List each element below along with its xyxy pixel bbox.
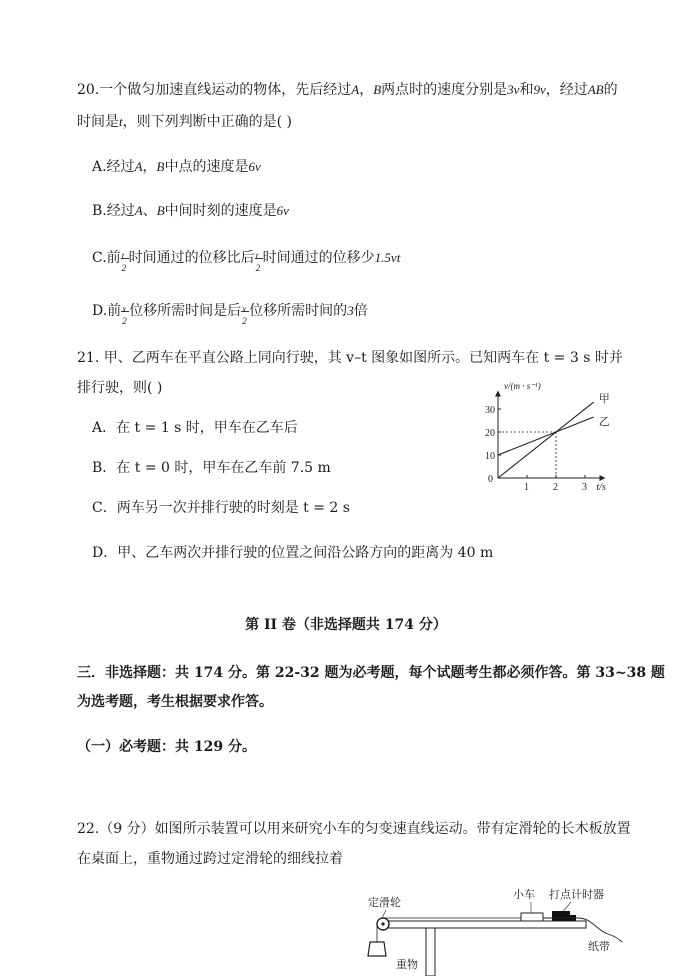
series-line-0 (498, 402, 594, 478)
cart-label: 小车 (513, 889, 535, 901)
q20-option-a: A.经过A，B中点的速度是6v (92, 159, 261, 175)
q21-option-d: D．甲、乙车两次并排行驶的位置之间沿公路方向的距离为 40 m (92, 545, 494, 561)
origin-label: 0 (488, 474, 493, 485)
y-tick-label: 20 (485, 428, 495, 439)
x-axis-label: t/s (596, 482, 606, 493)
y-axis-label: v/(m · s⁻¹) (504, 381, 541, 391)
q20-option-c: C.前 t 2 时间通过的位移比后 t 2 时间通过的位移少1.5vt (92, 250, 401, 273)
table-leg (426, 928, 435, 976)
series-line-1 (498, 417, 594, 455)
required-section-heading: （一）必考题：共 129 分。 (77, 739, 256, 755)
x-tick-label: 1 (524, 482, 529, 493)
y-tick-label: 30 (485, 405, 495, 416)
q20-line1: 20.一个做匀加速直线运动的物体，先后经过A，B两点时的速度分别是3v和9v，经过AB的 (77, 82, 618, 98)
fraction-x-over-2: x 2 (121, 301, 129, 321)
q21-option-a: A．在 t = 1 s 时，甲车在乙车后 (92, 420, 298, 436)
tape-label: 纸带 (588, 941, 610, 953)
q22-stem-line1: 22.（9 分）如图所示装置可以用来研究小车的匀变速直线运动。带有定滑轮的长木板放置 (77, 821, 631, 837)
q20-option-b: B.经过A、B中间时刻的速度是6v (92, 203, 289, 219)
x-tick-label: 2 (553, 482, 558, 493)
weight-label: 重物 (396, 959, 418, 971)
cart-icon (521, 913, 543, 921)
fraction-x-over-2: x 2 (241, 301, 249, 321)
q21-option-b: B．在 t = 0 时，甲车在乙车前 7.5 m (92, 460, 331, 476)
q21-option-c: C．两车另一次并排行驶的时刻是 t = 2 s (92, 500, 350, 516)
q21-stem-line1: 21. 甲、乙两车在平直公路上同向行驶，其 v–t 图象如图所示。已知两车在 t = 3 s 时并 (77, 350, 623, 366)
section-heading-line1: 三．非选择题：共 174 分。第 22-32 题为必考题，每个试题考生都必须作答。第 33~38 题 (77, 665, 665, 681)
section-title: 第 II 卷（非选择题共 174 分） (245, 617, 447, 633)
pulley-label: 定滑轮 (368, 897, 401, 909)
section-heading-line2: 为选考题，考生根据要求作答。 (77, 694, 273, 710)
fraction-t-over-2: t 2 (121, 248, 129, 268)
q22-stem-line2: 在桌面上，重物通过跨过定滑轮的细线拉着 (77, 851, 343, 867)
x-tick-label: 3 (582, 482, 587, 493)
fraction-t-over-2: t 2 (255, 248, 263, 268)
q20-line2: 时间是t，则下列判断中正确的是( ) (77, 114, 292, 130)
series-label-0: 甲 (598, 393, 610, 406)
q20-option-d: D.前 x 2 位移所需时间是后 x 2 位移所需时间的3倍 (92, 303, 368, 326)
q21-stem-line2: 排行驶，则( ) (77, 380, 163, 396)
vt-chart (478, 378, 628, 496)
weight-icon (368, 942, 386, 956)
apparatus-diagram (356, 884, 646, 976)
timer-icon (552, 911, 570, 921)
timer-label: 打点计时器 (549, 889, 604, 901)
long-board (380, 921, 586, 928)
series-label-1: 乙 (598, 416, 610, 429)
y-tick-label: 10 (485, 451, 495, 462)
